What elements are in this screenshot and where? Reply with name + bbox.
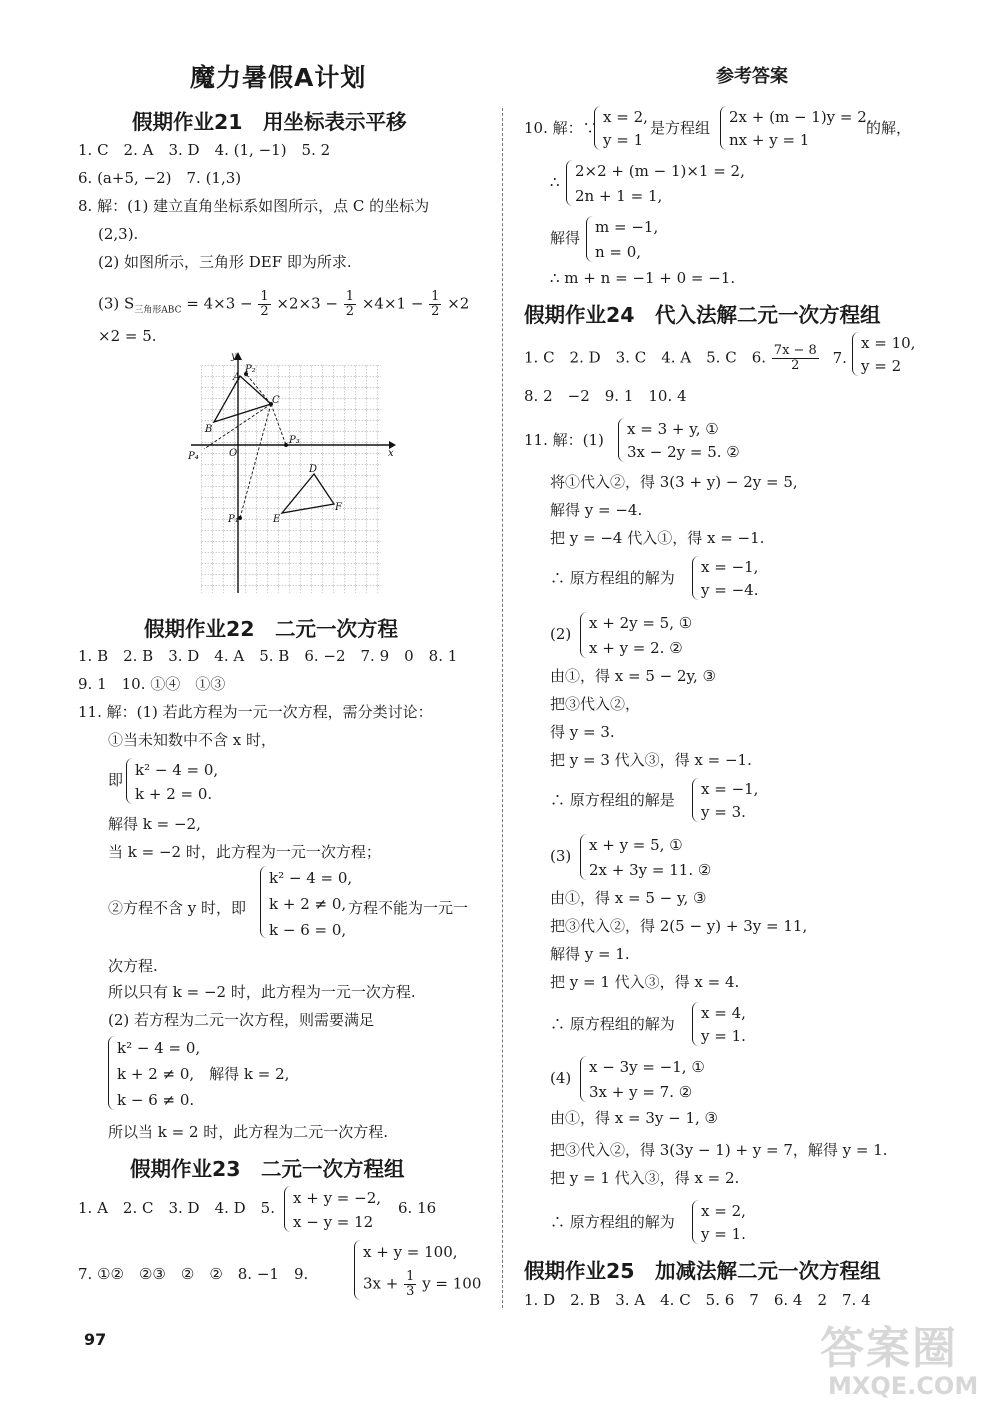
s24-p2-line-4: 把 y = 3 代入③，得 x = −1. <box>550 751 752 769</box>
q10-line-3: 解得 <box>550 229 581 247</box>
area-subscript: 三角形ABC <box>134 305 182 316</box>
header-ref-title: 参考答案 <box>716 66 788 87</box>
s22-line-6: 解得 k = −2, <box>108 815 201 833</box>
s24-p2-line-2: 把③代入②， <box>550 695 641 713</box>
coordinate-grid-figure <box>186 352 401 600</box>
s22-sys1-row1: k² − 4 = 0, <box>135 761 219 779</box>
q10-line-2: ∴ <box>550 173 560 191</box>
section-23-title: 假期作业23 二元一次方程组 <box>130 1157 405 1181</box>
s22-line-5: 即 <box>108 771 124 789</box>
section-22-title: 假期作业22 二元一次方程 <box>144 617 399 641</box>
s22-line-3: 11. 解：(1) 若此方程为一元一次方程，需分类讨论： <box>78 703 433 721</box>
s24-p2-label: (2) <box>550 625 572 643</box>
s24-p4-line-2: 把③代入②，得 3(3y − 1) + y = 7，解得 y = 1. <box>550 1141 888 1159</box>
s24-p2-line-3: 得 y = 3. <box>550 723 615 741</box>
s21-line-2: 6. (a+5, −2) 7. (1,3) <box>78 169 242 187</box>
s22-line-1: 1. B 2. B 3. D 4. A 5. B 6. −2 7. 9 0 8. 1 <box>78 647 458 665</box>
s22-line-9: 次方程. <box>108 957 158 975</box>
section-24-title: 假期作业24 代入法解二元一次方程组 <box>524 303 881 327</box>
s24-p3-line-1: 由①，得 x = 5 − y, ③ <box>550 889 707 907</box>
label-p2: P₂ <box>245 364 256 375</box>
half-fraction-3: $\frac{1}{2}$ <box>431 289 440 319</box>
s22-line-12: 所以当 k = 2 时，此方程为二元一次方程. <box>108 1123 389 1141</box>
watermark-logo: 答案圈 <box>820 1323 958 1374</box>
s24-p3-label: (3) <box>550 847 572 865</box>
s24-p4-line-3: 把 y = 1 代入③，得 x = 2. <box>550 1169 740 1187</box>
s21-line-5: (2) 如图所示，三角形 DEF 即为所求. <box>98 253 352 271</box>
s23-line-1b: 6. 16 <box>398 1199 437 1217</box>
s24-p4-label: (4) <box>550 1069 572 1087</box>
point-p3 <box>284 443 288 447</box>
q10-line-1b: 是方程组 <box>650 119 711 137</box>
s24-p1-line-4: ∴ 原方程组的解为 <box>550 569 675 587</box>
s24-p1-line-3: 把 y = −4 代入①，得 x = −1. <box>550 529 765 547</box>
s22-line-8b: 方程不能为一元一 <box>348 899 469 917</box>
s22-line-4: ①当未知数中不含 x 时， <box>108 731 276 749</box>
area-expr-4: ×2 <box>447 294 470 313</box>
label-p1: P₁ <box>228 514 239 525</box>
third-fraction: $\frac{1}{3}$ <box>406 1269 415 1299</box>
label-a: A <box>233 372 241 383</box>
s24-p4-line-1: 由①，得 x = 3y − 1, ③ <box>550 1109 718 1127</box>
s24-p1-label: 11. 解：(1) <box>524 431 604 449</box>
s24-line-1a: 1. C 2. D 3. C 4. A 5. C 6. $\frac{7x - 8}{2}$ 7. <box>524 343 847 373</box>
s24-p2-line-5: ∴ 原方程组的解是 <box>550 791 675 809</box>
header-brand: 魔力暑假A计划 <box>190 63 367 92</box>
answer-6-fraction: $\frac{7x - 8}{2}$ <box>773 343 817 373</box>
s21-line-4: (2,3). <box>98 225 139 243</box>
label-e: E <box>273 514 281 525</box>
s24-p4-line-4: ∴ 原方程组的解为 <box>550 1213 675 1231</box>
label-y: y <box>231 352 237 362</box>
s22-line-7: 当 k = −2 时，此方程为一元一次方程； <box>108 843 381 861</box>
s23-line-2a: 7. ①② ②③ ② ② 8. −1 9. <box>78 1265 309 1283</box>
s24-p2-line-1: 由①，得 x = 5 − 2y, ③ <box>550 667 716 685</box>
label-origin: O <box>229 448 238 459</box>
area-label: (3) S <box>98 294 135 313</box>
q10-line-1a: 10. 解：∵ <box>524 119 598 137</box>
column-divider <box>502 108 503 1308</box>
section-21-title: 假期作业21 用坐标表示平移 <box>132 110 407 134</box>
area-expr-2: ×2×3 − <box>276 294 338 313</box>
s22-line-2: 9. 1 10. ①④ ①③ <box>78 675 226 693</box>
q10-line-4: ∴ m + n = −1 + 0 = −1. <box>550 269 736 287</box>
s24-p1-line-1: 将①代入②，得 3(3 + y) − 2y = 5, <box>550 473 798 491</box>
label-c: C <box>272 395 280 406</box>
s24-p3-line-5: ∴ 原方程组的解为 <box>550 1015 675 1033</box>
label-f: F <box>335 502 342 513</box>
s24-p1-line-2: 解得 y = −4. <box>550 501 643 519</box>
area-expr-3: ×4×1 − <box>361 294 424 313</box>
s21-line-7: ×2 = 5. <box>98 327 157 345</box>
section-25-title: 假期作业25 加减法解二元一次方程组 <box>524 1259 881 1283</box>
label-d: D <box>309 464 318 475</box>
q10-line-1c: 的解， <box>866 119 912 137</box>
s23-line-1a: 1. A 2. C 3. D 4. D 5. <box>78 1199 275 1217</box>
s22-line-8: ②方程不含 y 时，即 <box>108 899 247 917</box>
s21-line-6 <box>98 290 469 321</box>
half-fraction-1: $\frac{1}{2}$ <box>260 289 269 319</box>
page-number: 97 <box>84 1330 107 1349</box>
label-x: x <box>388 448 394 459</box>
s21-line-1: 1. C 2. A 3. D 4. (1, −1) 5. 2 <box>78 141 331 159</box>
half-fraction-2: $\frac{1}{2}$ <box>345 289 355 319</box>
s24-line-2: 8. 2 −2 9. 1 10. 4 <box>524 387 687 405</box>
s21-line-3: 8. 解：(1) 建立直角坐标系如图所示，点 C 的坐标为 <box>78 197 430 215</box>
s24-p3-line-3: 解得 y = 1. <box>550 945 630 963</box>
label-p3: P₃ <box>289 435 300 446</box>
s25-line-1: 1. D 2. B 3. A 4. C 5. 6 7 6. 4 2 7. 4 <box>524 1291 871 1309</box>
grid-background <box>201 365 381 593</box>
label-b: B <box>205 424 213 435</box>
s22-line-10: 所以只有 k = −2 时，此方程为一元一次方程. <box>108 983 416 1001</box>
label-p4: P₄ <box>188 451 199 462</box>
area-expr-1: = 4×3 − <box>186 294 253 313</box>
s22-line-11: (2) 若方程为二元一次方程，则需要满足 <box>108 1011 375 1029</box>
s24-p3-line-2: 把③代入②，得 2(5 − y) + 3y = 11, <box>550 917 808 935</box>
s24-p3-line-4: 把 y = 1 代入③，得 x = 4. <box>550 973 740 991</box>
watermark-url: MXQE.COM <box>828 1372 979 1400</box>
s22-sys1-row2: k + 2 = 0. <box>135 785 213 803</box>
